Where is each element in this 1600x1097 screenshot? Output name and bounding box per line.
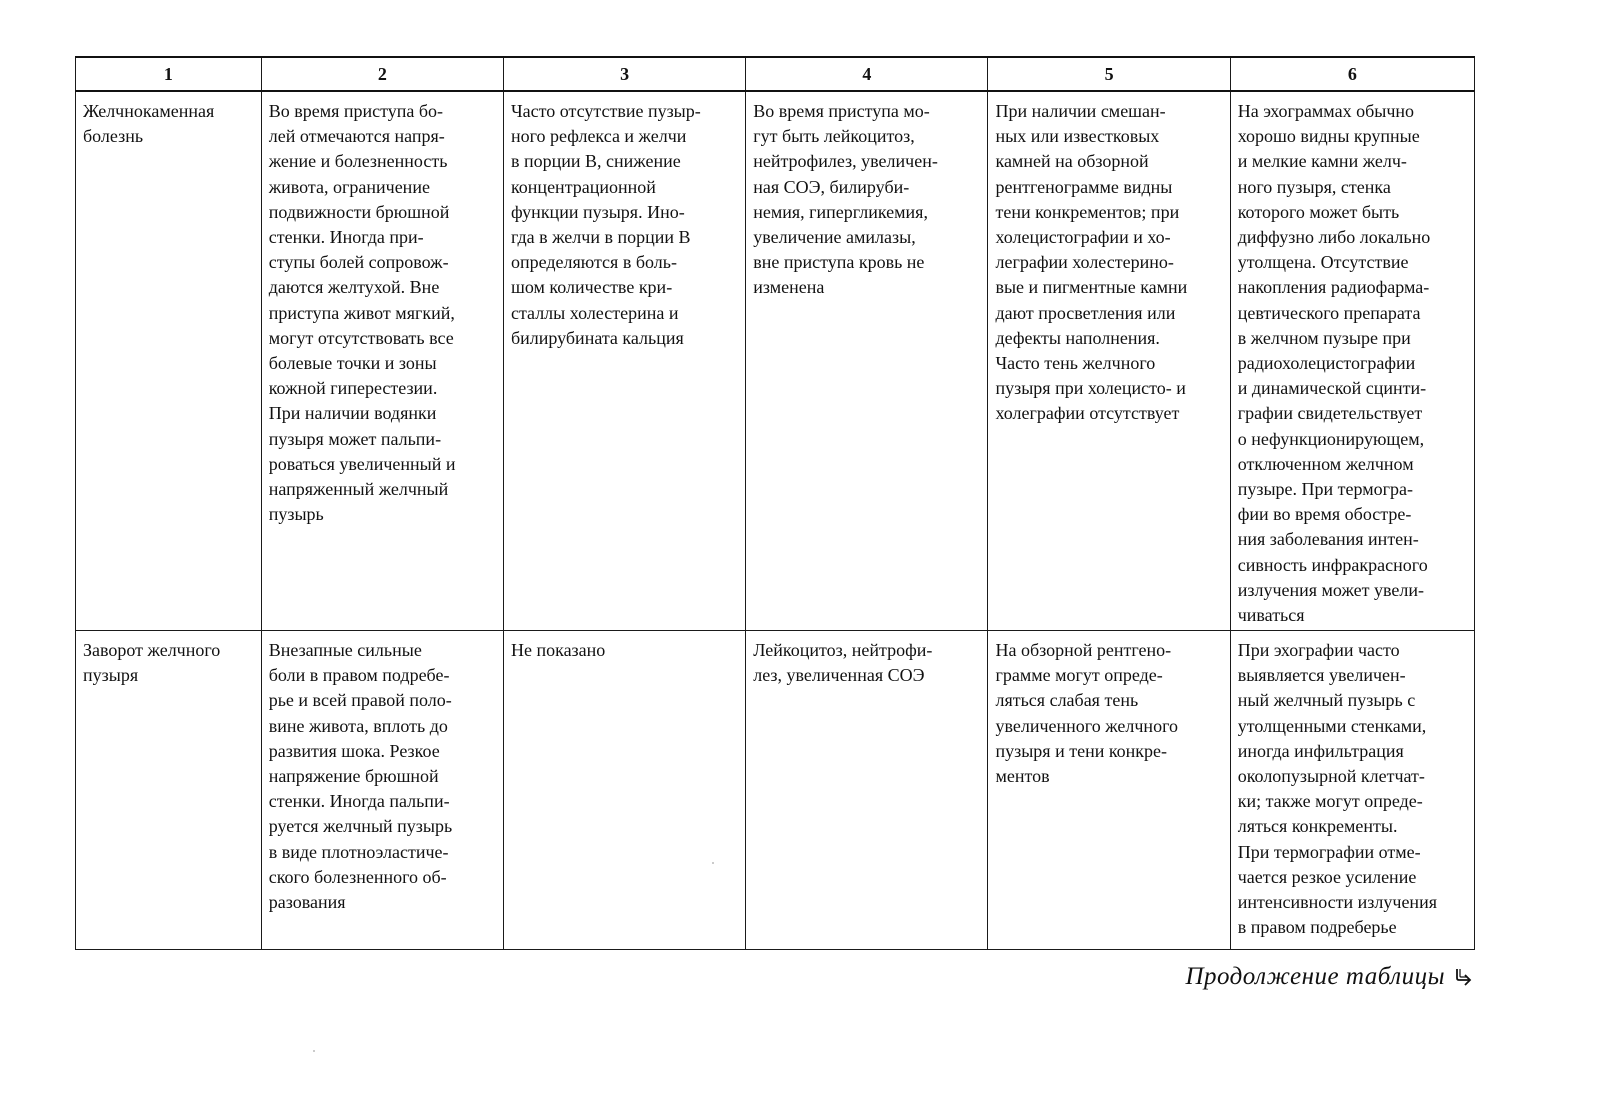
column-header: 2 xyxy=(261,57,503,91)
table-cell xyxy=(746,631,988,950)
cell-text: Часто отсутствие пузыр- ного рефлекса и желчи в порции В, снижение концентрационной функции пузыря. Ино- гда в желчи в порции В определяются в боль- шом количестве кри- сталлы холестерина и билирубината кальция xyxy=(510,101,701,348)
cell-text: Не показано xyxy=(510,640,606,660)
table-cell xyxy=(76,91,262,631)
table-cell xyxy=(503,631,745,950)
table-cell xyxy=(261,631,503,950)
table-header-row xyxy=(76,57,1475,91)
column-header: 4 xyxy=(746,57,988,91)
cell-text: При эхографии часто выявляется увеличен- ный желчный пузырь с утолщенными стенками, иногда инфильтрация околопузырной клетчат- ки; также могут опреде- ляться конкременты. При термографии отме- чается резкое усиление интенсивности излучения в правом подреберье xyxy=(1237,640,1437,938)
table-cell xyxy=(1230,91,1474,631)
table-cell xyxy=(503,91,745,631)
continuation-label: Продолжение таблицы xyxy=(1185,963,1445,990)
table-row xyxy=(76,631,1475,950)
scan-speck xyxy=(712,862,714,864)
cell-text: Во время приступа мо- гут быть лейкоцитоз, нейтрофилез, увеличен- ная СОЭ, билируби- немия, гипергликемия, увеличение амилазы, вне приступа кровь не изменена xyxy=(753,101,938,298)
continuation-arrow-icon xyxy=(1453,966,1475,988)
column-header: 1 xyxy=(76,57,262,91)
scan-speck xyxy=(313,1050,315,1052)
disease-name: Желчнокаменная болезнь xyxy=(83,101,215,147)
disease-name: Заворот желчного пузыря xyxy=(83,640,221,686)
table-cell xyxy=(988,631,1230,950)
table-cell xyxy=(746,91,988,631)
column-header: 5 xyxy=(988,57,1230,91)
table-cell xyxy=(988,91,1230,631)
column-header: 3 xyxy=(503,57,745,91)
cell-text: При наличии смешан- ных или известковых камней на обзорной рентгенограмме видны тени конкрементов; при холецистографии и хо- леграфии холестерино- вые и пигментные камни дают просветления или дефекты наполнения. Часто тень желчного пузыря при холецисто- и холеграфии отсутствует xyxy=(995,101,1188,424)
column-header: 6 xyxy=(1230,57,1474,91)
cell-text: Во время приступа бо- лей отмечаются напря- жение и болезненность живота, ограничение подвижности брюшной стенки. Иногда при- ступы болей сопровож- даются желтухой. Вне приступа живот мягкий, могут отсутствовать все болевые точки и зоны кожной гиперестезии. При наличии водянки пузыря может пальпи- роваться увеличенный и напряженный желчный пузырь xyxy=(268,101,456,525)
table-row xyxy=(76,91,1475,631)
cell-text: Внезапные сильные боли в правом подребе- рье и всей правой поло- вине живота, вплоть до развития шока. Резкое напряжение брюшной стенки. Иногда пальпи- руется желчный пузырь в виде плотноэластиче- ского болезненного об- разования xyxy=(268,640,453,913)
continuation-note xyxy=(1185,963,1475,991)
table-cell xyxy=(261,91,503,631)
table-cell xyxy=(76,631,262,950)
cell-text: Лейкоцитоз, нейтрофи- лез, увеличенная СОЭ xyxy=(753,640,933,686)
cell-text: На эхограммах обычно хорошо видны крупные и мелкие камни желч- ного пузыря, стенка которого может быть диффузно либо локально утолщена. Отсутствие накопления радиофарма- цевтического препарата в желчном пузыре при радиохолецистографии и динамической сцинти- графии свидетельствует о нефункционирующем, отключенном желчном пузыре. При термогра- фии во время обостре- ния заболевания интен- сивность инфракрасного излучения может увели- чиваться xyxy=(1237,101,1431,626)
table-cell xyxy=(1230,631,1474,950)
cell-text: На обзорной рентгено- грамме могут опреде- ляться слабая тень увеличенного желчного пузыря и тени конкре- ментов xyxy=(995,640,1178,787)
diagnostic-table xyxy=(75,56,1475,950)
